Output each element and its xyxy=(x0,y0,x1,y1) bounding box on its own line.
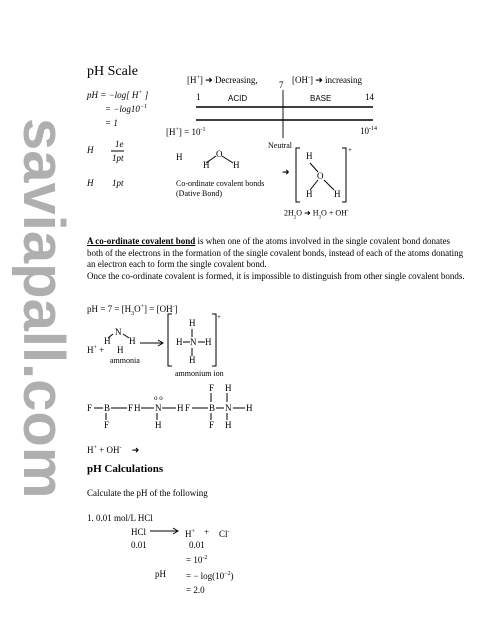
h-eq-rest: ] = 10 xyxy=(178,127,201,137)
plus-sign: + xyxy=(99,345,105,355)
calc-plus: + xyxy=(204,527,210,537)
adduct-b: B xyxy=(209,403,216,413)
ph-plus-sup: + xyxy=(138,90,143,96)
hplus-sup: + xyxy=(93,345,97,351)
calc-conc-1: 0.01 xyxy=(131,540,147,550)
ammonium-h-bottom: H xyxy=(189,355,196,365)
calc-log-end: ) xyxy=(230,571,234,581)
calc-heading: pH Calculations xyxy=(87,463,164,475)
adduct-n: N xyxy=(225,403,232,413)
arrow-right-icon: ➜ xyxy=(282,167,290,177)
adduct-f-top: F xyxy=(209,383,215,393)
ph-equation-line-3: = 1 xyxy=(105,118,118,128)
ammonium-h-top: H xyxy=(189,318,196,328)
eq-h-label-2: H xyxy=(87,178,94,188)
water-bond-left xyxy=(206,156,216,163)
eq-2h-sub: 2 xyxy=(293,215,297,221)
nh3-h-right: H xyxy=(177,403,184,413)
scale-increasing: increasing xyxy=(325,75,363,85)
nh3-n: N xyxy=(155,403,162,413)
paragraph-text-1: is when one of the atoms involved in the single covalent bond donates both of the electrons in the formation of the single covalent bonds, instead of each of the atoms donating an electron each to form the single covalent bond. xyxy=(87,236,464,269)
hydronium-bracket-left xyxy=(296,148,300,202)
hoh-plus-oh: + OH xyxy=(96,445,120,455)
scale-base: BASE xyxy=(310,94,332,103)
scale-seven: 7 xyxy=(279,80,284,90)
scale-decreasing: Decreasing, xyxy=(214,75,258,85)
fraction-1-num: 1e xyxy=(115,139,124,149)
dative-caption-2: (Dative Bond) xyxy=(176,189,222,198)
page-title: pH Scale xyxy=(87,64,138,79)
scale-fourteen: 14 xyxy=(365,92,374,102)
hplus-h: H xyxy=(87,345,94,355)
watermark-text: saviapall.com xyxy=(11,118,76,499)
eq-prod-sup: - xyxy=(346,209,349,214)
arrow-right-icon: ➜ xyxy=(131,445,140,455)
scale-h-sup: + xyxy=(196,75,200,81)
arrow-right-icon: ➜ xyxy=(205,75,213,85)
hydronium-h-bl: H xyxy=(306,189,313,199)
ph-log-expr: = −log[ H xyxy=(100,90,139,100)
ammonium-h-left: H xyxy=(176,337,183,347)
ph7-sup: + xyxy=(140,304,145,310)
arrow-right-icon: ➜ xyxy=(315,75,323,85)
water-h-right: H xyxy=(233,160,240,170)
water-h-lower: H xyxy=(203,160,210,170)
eq-2h: 2H xyxy=(284,208,294,218)
hydronium-o: O xyxy=(317,171,324,181)
lone-pair-dots: o o xyxy=(154,394,163,402)
h-eq-sup: + xyxy=(175,127,179,133)
water-bond-right xyxy=(222,156,233,163)
ph7-text: pH = 7 = [H xyxy=(87,304,132,314)
eq-prod-rest: O + OH xyxy=(321,208,347,218)
hoh-h-sup: + xyxy=(93,445,97,451)
scale-h-close: ] xyxy=(199,75,203,85)
adduct-h-bottom: H xyxy=(225,420,232,430)
ph7-sub: 3 xyxy=(131,310,135,317)
calc-instruction: Calculate the pH of the following xyxy=(87,488,208,498)
ammonia-h-left: H xyxy=(104,336,111,346)
ammonium-h-right: H xyxy=(205,337,212,347)
hydronium-h-br: H xyxy=(334,189,341,199)
ph-symbol: pH xyxy=(87,90,98,100)
calc-log-text: = − log(10 xyxy=(186,571,225,581)
adduct-f-bottom: F xyxy=(209,420,215,430)
nh3-bond-r xyxy=(123,334,129,338)
ammonium-label: ammonium ion xyxy=(175,369,224,378)
scale-neutral: Neutral xyxy=(268,141,292,150)
ph-log10-expr: = −log10 xyxy=(105,104,140,114)
scale-one: 1 xyxy=(196,92,201,102)
ammonia-h-right: H xyxy=(129,336,136,346)
arrow-right-icon: ➜ xyxy=(304,208,311,218)
calc-result: = 2.0 xyxy=(186,585,205,595)
hoh-oh-sup: - xyxy=(119,445,122,451)
eq-h-label-1: H xyxy=(87,145,94,155)
ammonium-n: N xyxy=(190,337,197,347)
scale-oh-sup: - xyxy=(308,75,310,81)
nh3-h-left: H xyxy=(134,403,141,413)
adduct-h-top: H xyxy=(225,383,232,393)
ammonium-bracket-left xyxy=(168,314,172,366)
h-eq-label: [H xyxy=(166,127,176,137)
ammonia-h-bottom: H xyxy=(117,345,124,355)
hydronium-bracket-right xyxy=(342,148,346,202)
ammonium-charge: + xyxy=(217,313,221,321)
water-o: O xyxy=(216,149,223,159)
bf3-f-right: F xyxy=(128,403,134,413)
scale-oh-close: ] xyxy=(310,75,313,85)
calc-log-exp: −2 xyxy=(224,571,231,577)
paragraph-bold-term: A co-ordinate covalent bond xyxy=(87,236,196,246)
calc-pow-exp: -2 xyxy=(202,555,208,561)
scale-oh-label: [OH xyxy=(292,75,308,85)
hoh-h: H xyxy=(87,445,94,455)
nh3-h-bottom: H xyxy=(155,420,162,430)
ph7-sup2: - xyxy=(172,304,175,310)
calc-h-sup: + xyxy=(191,529,195,535)
hydronium-bond-bl xyxy=(310,180,318,190)
nh3-bond-l xyxy=(108,334,113,338)
ten-exp: -14 xyxy=(369,126,377,132)
paragraph-2: Once the co-ordinate covalent is formed, it is impossible to distinguish from other single covalent bonds. xyxy=(87,270,465,281)
calc-conc-2: 0.01 xyxy=(189,540,205,550)
ph7-end: ] = [OH xyxy=(144,304,173,314)
ten-base: 10 xyxy=(360,126,369,136)
dative-caption-1: Co-ordinate covalent bonds xyxy=(176,179,265,188)
bf3-f-bottom: F xyxy=(104,420,110,430)
ph7-mid: O xyxy=(134,304,141,314)
hydronium-bond-br xyxy=(324,180,334,190)
calc-h: H xyxy=(185,529,192,539)
ammonia-label: ammonia xyxy=(110,356,140,365)
calc-cl-text: Cl xyxy=(219,529,228,539)
ph-log10-exp: −1 xyxy=(139,104,147,110)
bf3-f-left: F xyxy=(87,403,93,413)
ph-bracket-close: ] xyxy=(142,90,149,100)
fraction-1-den: 1pt xyxy=(112,153,124,163)
ph7-close: ] xyxy=(174,304,178,314)
water-h-left: H xyxy=(176,152,183,162)
hydronium-charge: + xyxy=(348,146,352,154)
h-eq-exp: -1 xyxy=(200,127,206,133)
calc-pow-text: = 10 xyxy=(186,555,203,565)
calc-cl-sup: - xyxy=(227,529,230,535)
hydronium-h-top: H xyxy=(306,151,313,161)
bf3-b: B xyxy=(104,403,111,413)
calc-ph-label: pH xyxy=(155,569,166,579)
scale-acid: ACID xyxy=(228,94,248,103)
hydronium-bond-top xyxy=(310,163,318,172)
ammonia-n: N xyxy=(115,327,122,337)
fraction-2: 1pt xyxy=(112,178,124,188)
adduct-f-left: F xyxy=(185,403,191,413)
adduct-h-right: H xyxy=(246,403,253,413)
calc-item-1: 1. 0.01 mol/L HCl xyxy=(87,513,153,523)
ammonium-bracket-right xyxy=(212,314,216,366)
scale-h-label: [H xyxy=(187,75,197,85)
calc-hcl: HCl xyxy=(131,527,147,537)
eq-prod-h: H xyxy=(312,208,319,218)
eq-o: O xyxy=(296,208,303,218)
eq-prod-sub: 3 xyxy=(318,215,322,221)
